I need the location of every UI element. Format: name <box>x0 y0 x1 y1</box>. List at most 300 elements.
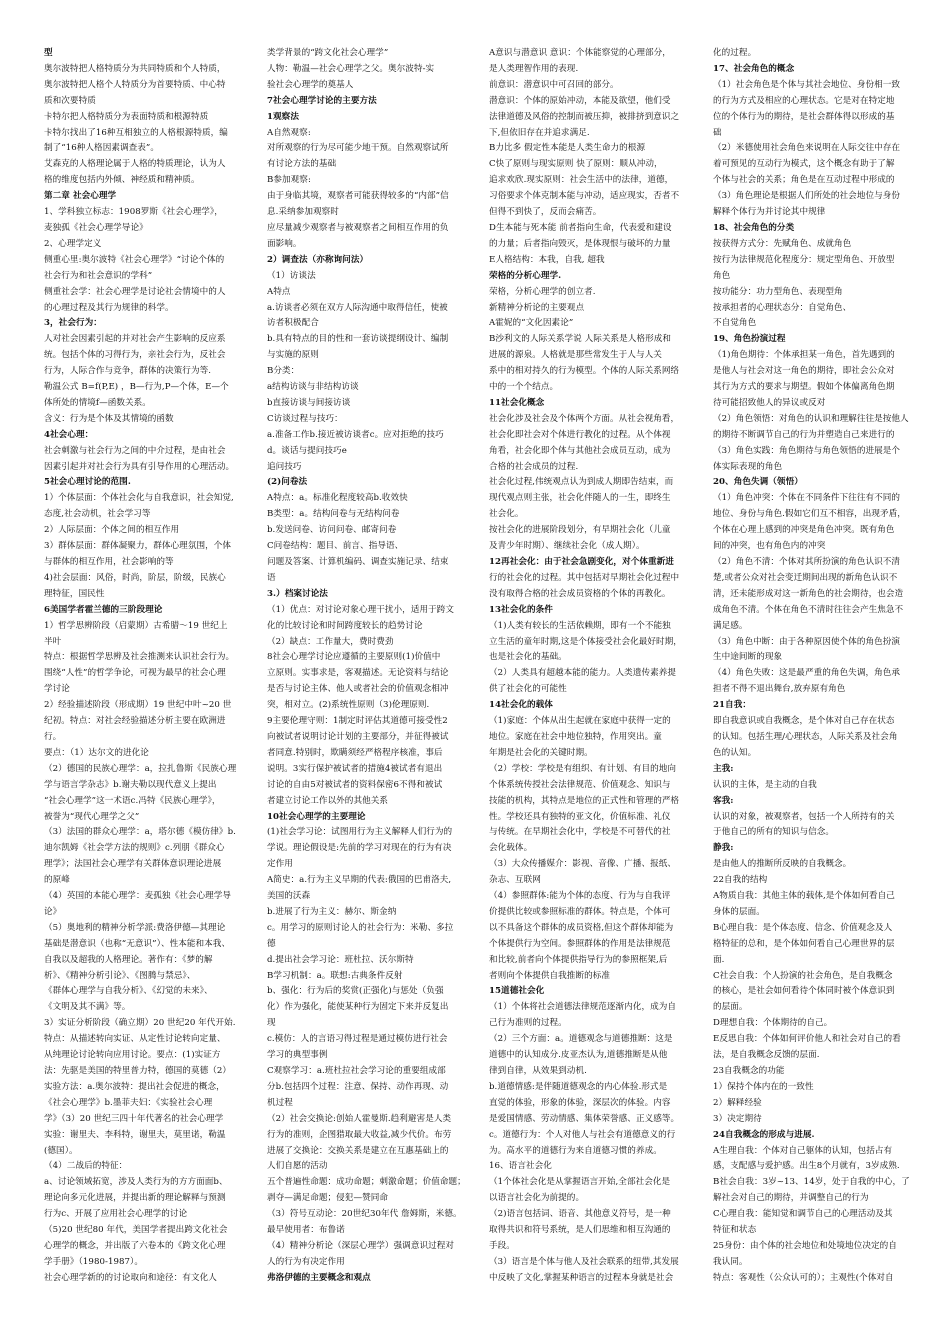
text-line: b.进展了行为主义：赫尔、斯金纳 <box>267 906 397 917</box>
text-line: 中的一个个结点。 <box>489 382 559 393</box>
text-line: C访谈过程与技巧： <box>267 413 343 424</box>
text-line: A自然观察: <box>267 127 311 138</box>
text-line: 定作用 <box>267 859 293 870</box>
text-line: （1)家庭：个体从出生起就在家庭中获得一定的 <box>489 716 671 727</box>
text-line: （2）社会交换论:创始人霍曼斯.趋利避害是人类 <box>267 1113 452 1124</box>
text-line: （1）角色冲突：个体在不同条件下往往有不同的 <box>713 493 901 504</box>
text-line: 及青少年时期）、继续社会化（成人期）。 <box>489 541 645 552</box>
text-line: (1)社会学习论：试图用行为主义解释人们行为的 <box>267 827 453 838</box>
text-column-2 <box>267 46 473 1338</box>
section-heading: 24自我概念的形成与进展. <box>713 1129 815 1140</box>
text-line: 的认知。包括生理/心理状态，人际关系及社会角 <box>713 731 898 742</box>
text-line: 年期是社会化的关键时期。 <box>489 747 593 758</box>
text-line: 生中途间断的现象 <box>713 652 783 663</box>
text-line: A简史：a.行为主义早期的代表:俄国的巴甫洛夫, <box>267 875 452 886</box>
text-line: （3）语言是个体与他人及社会联系的纽带,其发展 <box>489 1256 679 1267</box>
text-line: 与传统。在早期社会化中，学校是不可替代的社 <box>489 827 671 838</box>
text-line: 质和次要特质 <box>44 95 96 106</box>
text-line: 是否与讨论主体、他人或者社会的价值观念相冲 <box>267 684 449 695</box>
text-line: 分b.包括四个过程：注意、保持、动作再现、动 <box>267 1081 449 1092</box>
section-heading: 20、角色失调（领悟） <box>713 477 803 488</box>
text-line: （3）角色理论是根据人们所处的社会地位与身份 <box>713 191 901 202</box>
text-line: c。道德行为：个人对他人与社会有道德意义的行 <box>489 1129 676 1140</box>
text-line: （5)20 世纪80 年代，美国学者提出跨文化社会 <box>44 1225 228 1236</box>
section-heading: 4社会心理： <box>44 429 94 440</box>
section-heading: 17、社会角色的概念 <box>713 63 795 74</box>
text-line: 的行为方式及相应的心理状态。它是对在特定地 <box>713 95 895 106</box>
section-heading: 21自我： <box>713 700 751 711</box>
text-line: c。用学习的原则讨论人的社会行为：米勒、多拉 <box>267 922 454 933</box>
text-line: 2）经验描述阶段（形成期）19 世纪中叶~20 世 <box>44 700 232 711</box>
text-line: （1）优点：对讨论对象心理干扰小，适用于跨文 <box>267 604 455 615</box>
text-line: 25身份：由个体的社会地位和处境地位决定的自 <box>713 1240 897 1251</box>
text-line: 学手册》（1980-1987）。 <box>44 1256 144 1267</box>
text-line: （2)语言包括词、语音、其他意义符号，是一种 <box>489 1209 671 1220</box>
text-line: 楚,或者公众对社会变迁期间出现的新角色认识不 <box>713 572 898 583</box>
text-line: （3）法国的群众心理学：a，塔尔德《模仿律》b. <box>44 827 236 838</box>
text-line: 访者积极配合 <box>267 318 319 329</box>
text-line: 法，是自我概念反馈的层面. <box>713 1050 820 1061</box>
text-line: C心理自我：能知觉和调节自己的心理活动及其 <box>713 1209 893 1220</box>
text-line: 荣格，分析心理学的创立者. <box>489 286 596 297</box>
text-line: d。谈话与提问技巧e <box>267 445 347 456</box>
text-line: 面. <box>713 954 725 965</box>
text-line: 习俗要求个体克制本能与冲动，适应现实，否者不 <box>489 191 680 202</box>
text-line: 体实际表现的角色 <box>713 461 783 472</box>
text-line: 制了“16种人格因素调查表”。 <box>44 143 160 154</box>
text-line: 现代观点则主张，社会化伴随人的一生，即终生 <box>489 493 671 504</box>
section-heading: 14社会化的载体 <box>489 700 553 711</box>
text-line: 行的社会化的过程。其中包括对早期社会化过程中 <box>489 572 680 583</box>
text-line: （4）精神分析论（深层心理学）强调意识过程对 <box>267 1240 455 1251</box>
text-line: 为。高水平的道德行为来自道德习惯的养成。 <box>489 1145 662 1156</box>
text-line: 行为，人际合作与竞争，群体的决策行为等. <box>44 366 212 377</box>
text-line: （2）角色领悟：对角色的认识和理解往往是按他人 <box>713 413 909 424</box>
text-line: 立原则。实事求是，客观描述。无论资料与结论 <box>267 668 449 679</box>
text-line: 艾森克的人格理论属于人格的特质理论，认为人 <box>44 159 226 170</box>
text-line: a.准备工作b.接近被访谈者c。应对拒绝的技巧 <box>267 429 444 440</box>
section-heading: 客我: <box>713 795 734 806</box>
text-line: 者建立讨论工作以外的其他关系 <box>267 795 389 806</box>
text-line: 是爱国情感、劳动情感、集体荣誉感、正义感等。 <box>489 1113 680 1124</box>
text-line: 按承担者的心理状态分：自觉角色、 <box>713 302 852 313</box>
text-line: 机过程 <box>267 1097 293 1108</box>
text-line: 身体的层面。 <box>713 906 765 917</box>
section-heading: 12再社会化：由于社会急剧变化，对个体重新进 <box>489 557 674 567</box>
text-line: 待可能招致他人的异议或反对 <box>713 397 826 408</box>
text-line: 学与语言学杂志》b.谢夫勒以现代意义上提出 <box>44 779 217 790</box>
text-line: A特点：a。标准化程度较高b.收效快 <box>267 493 408 504</box>
text-line: 的层面。 <box>713 1002 748 1013</box>
text-line: B力比多 假定性本能是人类生命力的根源 <box>489 143 646 154</box>
text-column-3 <box>489 46 695 1338</box>
text-line: A霍妮的“文化因素论” <box>489 318 574 329</box>
text-line: B学习机制：a。联想:古典条件反射 <box>267 970 403 981</box>
text-line: 的力量；后者指向毁灭，是体现恨与破坏的力量 <box>489 238 671 249</box>
text-line: 奥尔波特把人格特质分为共同特质和个人特质， <box>44 63 226 74</box>
section-heading: 3，社会行为： <box>44 318 102 329</box>
text-line: 迪尔凯姆《社会学方法的规则》c.列朋《群众心 <box>44 843 225 854</box>
text-line: 《文明及其不满》等。 <box>44 1002 131 1013</box>
text-line: 体所处的情境f—函数关系。 <box>44 397 151 408</box>
text-line: 实验：谢里夫、李科特，谢里夫，莫里诺，勒温 <box>44 1129 226 1140</box>
text-line: 其行为方式的要求与期望。假如个体偏离角色期 <box>713 382 895 393</box>
text-line: 面影响。 <box>267 238 302 249</box>
text-line: 应尽量减少观察者与被观察者之间相互作用的负 <box>267 222 449 233</box>
text-line: 的期待不断调节自己的行为并塑造自己来进行的 <box>713 429 895 440</box>
text-line: （1个体社会化是从掌握语言开始,全部社会化是 <box>489 1177 671 1188</box>
text-line: （1）访谈法 <box>267 270 316 281</box>
text-line: 实验方法：a.奥尔波特：提出社会促进的概念， <box>44 1081 225 1092</box>
text-line: （3）符号互动论：20世纪30年代 詹姆斯，米德。 <box>267 1209 462 1220</box>
text-line: 特点：从描述转向实证、从定性讨论转向定量、 <box>44 1034 226 1045</box>
text-line: 地位。家庭在社会中地位独特，作用突出。童 <box>489 731 662 742</box>
text-line: 1）保持个体内在的一致性 <box>713 1081 814 1092</box>
text-line: 我认同。 <box>713 1256 748 1267</box>
text-line: 向被试者说明讨论计划的主要部分，并征得被试 <box>267 731 449 742</box>
text-line: 2）人际层面：个体之间的相互作用 <box>44 525 180 536</box>
text-line: 于他自己的所有的知识与信念。 <box>713 827 835 838</box>
text-line: 成角色不清。个体在角色不清时往往会产生焦急不 <box>713 604 904 615</box>
section-heading: 11社会化概念 <box>489 397 545 408</box>
text-line: 角色 <box>713 270 731 281</box>
section-heading: 13社会化的条件 <box>489 604 553 615</box>
text-line: 美国的沃森 <box>267 891 311 902</box>
text-line: 解社会对自己的期待，并调整自己的行为 <box>713 1193 869 1204</box>
text-line: 特点：根据哲学思辨及社会推测来认识社会行为。 <box>44 652 235 663</box>
text-line: 由于身临其境，观察者可能获得较多的“内部”信 <box>267 191 449 202</box>
text-line: （1)人类有较长的生活依赖期，即有一个不能独 <box>489 620 671 631</box>
text-line: 前意识：潜意识中可召回的部分。 <box>489 79 619 90</box>
section-heading: 静我: <box>713 843 734 854</box>
text-line: 位的个体行为的期待，是社会群体得以形成的基 <box>713 111 895 122</box>
text-line: 按功能分：功力型角色、表现型角 <box>713 286 843 297</box>
text-line: （2）人类具有超越本能的能力。人类遗传素养提 <box>489 668 677 679</box>
text-line: 讨论的自由5对被试者的资料保密6不得和被试 <box>267 779 443 790</box>
text-line: b.道德情感:是伴随道德观念的内心体验.形式是 <box>489 1081 668 1092</box>
text-line: A特点 <box>267 286 291 297</box>
text-line: 社会化过程,伟统观点认为到成人期即告结束，而 <box>489 477 674 488</box>
text-line: 间的冲突，也有角色内的冲突 <box>713 541 826 552</box>
text-line: 取得共识和符号系统，是人们思维和相互沟通的 <box>489 1225 671 1236</box>
text-line: 法：先驱是美国的特里普力特，德国的莫德（2） <box>44 1066 232 1076</box>
text-line: （2）三个方面：a。道德观念与道德推断：这是 <box>489 1034 673 1045</box>
text-line: 行为的准则，企图猎取最大收益,减少代价。布劳 <box>267 1129 452 1140</box>
text-line: 础 <box>713 127 722 138</box>
text-line: 地位、身份与角色.假如它们互不相容，出现矛盾， <box>713 509 906 520</box>
text-line: 进展的源泉。人格就是那些常发生于人与人关 <box>489 350 662 361</box>
text-line: A意识与潜意识 意识：个体能察觉的心理部分， <box>489 48 671 58</box>
text-line: 2、心理学定义 <box>44 238 102 249</box>
text-column-4 <box>713 46 919 1338</box>
text-line: 4)社会层面：风俗，时尚，阶层，阶级，民族心 <box>44 572 226 583</box>
text-line: 进展了交换论：交换关系是建立在互惠基础上的 <box>267 1145 449 1156</box>
text-line: 价提供比较或参照标准的群体。特点是，个体可 <box>489 906 671 917</box>
text-line: 社会化。 <box>489 509 524 520</box>
text-line: 是由他人的推断所反映的自我概念。 <box>713 859 852 870</box>
section-heading: 第二章 社会心理学 <box>44 191 117 202</box>
text-line: 8社会心理学讨论应遵循的主要原则(1)价值中 <box>267 652 441 663</box>
section-heading: 荣格的分析心理学. <box>489 270 562 281</box>
text-line: a结构访谈与非结构访谈 <box>267 382 359 393</box>
text-line: 22自我的结构 <box>713 875 768 886</box>
section-heading: 主我: <box>713 763 734 774</box>
text-line: 类学背景的“跨文化社会心理学” <box>267 48 389 58</box>
text-line: 即自我意识或自我概念，是个体对自己存在状态 <box>713 716 895 727</box>
text-line: 学说。理论假设是:先前的学习对现在的行为有决 <box>267 843 452 854</box>
text-line: E人格结构：本我，自我, 超我 <box>489 254 605 265</box>
text-line: 《社会心理学》b.墨菲夫妇：《实验社会心理 <box>44 1097 213 1108</box>
section-heading: 7社会心理学讨论的主要方法 <box>267 95 377 106</box>
text-line: （4）角色失败：这是最严重的角色失调，角色承 <box>713 668 901 679</box>
text-line: 律到自律，从效果到动机. <box>489 1066 587 1076</box>
text-line: （4）英国的本能心理学：麦孤独《社会心理学导 <box>44 891 232 902</box>
text-line: 技能的机构，其特点是地位的正式性和管理的严格 <box>489 795 680 806</box>
text-line: （1）个体将社会道德法律规范逐渐内化，成为自 <box>489 1002 677 1013</box>
text-line: 但得不到快了，反而会痛苦。 <box>489 207 602 218</box>
text-line: 半叶 <box>44 636 62 647</box>
section-heading: (2)问卷法 <box>267 477 308 488</box>
text-line: 者同意.特别时，欺瞒须经严格程序核准，事后 <box>267 747 443 758</box>
text-line: 9主要伦理守则：1制定时评估其道德可接受性2 <box>267 716 448 727</box>
text-line: 系中的相对持久的行为模型。个体的人际关系网络 <box>489 366 680 377</box>
section-heading: 19、角色扮演过程 <box>713 334 786 345</box>
section-heading: 18、社会角色的分类 <box>713 222 795 233</box>
text-line: 析》、《精神分析引论》、《图腾与禁忌》、 <box>44 970 196 981</box>
text-line: 者则向个体提供自我推断的标准 <box>489 970 611 981</box>
text-line: 语 <box>267 572 276 583</box>
text-line: 纪初。特点：对社会经验描述分析主要在欧洲进 <box>44 716 226 727</box>
text-line: 特征和状态 <box>713 1225 757 1236</box>
text-line: 1、学科独立标志：1908罗斯《社会心理学》， <box>44 207 223 218</box>
text-line: 杂志、互联网 <box>489 875 541 886</box>
text-line: 社会化涉及社会及个体两个方面。从社会视角看， <box>489 413 680 424</box>
text-line: 学讨论 <box>44 684 70 695</box>
text-line: 从纯理论讨论转向应用讨论。要点：(1)实证方 <box>44 1050 221 1061</box>
text-line: （3）大众传播媒介：影视、音像、广播、报纸、 <box>489 859 677 870</box>
text-line: 认识的主体，是主动的自我 <box>713 779 817 790</box>
text-line: 是人类理智作用的表现. <box>489 63 579 74</box>
text-line: 中反映了文化,掌握某种语言的过程本身就是社会 <box>489 1272 674 1283</box>
text-line: （1)角色期待：个体承担某一角色，首先遇到的 <box>713 350 895 361</box>
text-line: 人物：勒温—社会心理学之父。奥尔波特-实 <box>267 63 435 74</box>
text-line: 3）决定期待 <box>713 1113 762 1124</box>
text-line: 道德中的认知成分.皮亚杰认为,道德推断是从他 <box>489 1050 668 1061</box>
text-line: 下,但依旧存在并追求满足. <box>489 127 590 138</box>
text-line: 按行为法律规范化程度分：规定型角色、开放型 <box>713 254 895 265</box>
text-line: b直接访谈与间接访谈 <box>267 397 351 408</box>
text-line: 含义：行为是个体及其情境的函数 <box>44 413 174 424</box>
text-line: 新精神分析论的主要观点 <box>489 302 585 313</box>
text-line: 基础是潜意识（也称“无意识”）、性本能和本我、 <box>44 938 231 949</box>
text-line: 1）哲学思辨阶段（启蒙期）古希腊～19 世纪上 <box>44 620 228 631</box>
text-line: 追求欢欣.现实原则：社会生活中的法律，道德， <box>489 175 674 186</box>
text-line: （2）德国的民族心理学：a，拉扎鲁斯《民族心理 <box>44 763 237 774</box>
text-line: 勒温公式 B=f(P,E) ，B—行为,P—个体，E—个 <box>44 382 229 393</box>
text-line: 是他人与社会对这一角色的期待，即社会公众对 <box>713 366 895 377</box>
text-line: 对所观察的行为尽可能少地干预。自然观察试所 <box>267 143 449 154</box>
text-line: 五个普遍性命题：成功命题；刺激命题；价值命题； <box>267 1177 466 1188</box>
text-line: 化）作为强化，能使某种行为固定下来并反复出 <box>267 1002 449 1013</box>
text-line: B参加观察: <box>267 175 311 186</box>
text-line: 社会刺激与社会行为之间的中介过程，是由社会 <box>44 445 226 456</box>
text-line: C问卷结构：题目、前言、指导语、 <box>267 541 404 552</box>
text-line: 理学》；法国社会心理学有关群体意识理论进展 <box>44 859 222 870</box>
text-line: “社会心理学”这一术语c.冯特《民族心理学》， <box>44 795 221 806</box>
text-line: 和比较,前者向个体提供指导行为的参照框架,后 <box>489 954 668 965</box>
text-line: （2）角色不清：个体对其所扮演的角色认识不清 <box>713 557 901 567</box>
text-line: （3）角色中断：由于各种原因使个体的角色扮演 <box>713 636 901 647</box>
text-line: 化的过程。 <box>713 48 757 58</box>
section-heading: 弗洛伊德的主要概念和观点 <box>267 1272 371 1283</box>
section-heading: 5社会心理讨论的范围. <box>44 477 131 488</box>
text-line: 化的比较讨论和时间跨度较长的趋势讨论 <box>267 620 423 631</box>
text-line: 潜意识：个体的原始冲动，本能及欲望，他们受 <box>489 95 671 106</box>
text-line: 追问技巧 <box>267 461 302 472</box>
text-line: 23自我概念的功能 <box>713 1066 785 1076</box>
text-line: 着可预见的互动行为模式，这个概念有助于了解 <box>713 159 895 170</box>
text-line: 围绕“人性”的哲学争论，可视为最早的社会心理 <box>44 668 226 679</box>
text-line: （4）二战后的特征： <box>44 1161 128 1172</box>
text-line: 合格的社会成员的过程. <box>489 461 579 472</box>
text-line: 问题及答案、计算机编码、调查实施记录、结束 <box>267 557 449 567</box>
text-line: 学习的典型事例 <box>267 1050 328 1061</box>
text-line: 验社会心理学的奠基人 <box>267 79 354 90</box>
text-line: 特点：客观性（公众认可的）；主观性(个体对自 <box>713 1272 894 1283</box>
text-line: E反思自我：个体如何评价他人和社会对自己的看 <box>713 1034 901 1045</box>
text-line: 统。包括个体的习得行为，亲社会行为，反社会 <box>44 350 226 361</box>
text-line: B心理自我：是个体态度、信念、价值观念及人 <box>713 922 893 933</box>
text-line: b.发送问卷、访问问卷、邮寄问卷 <box>267 525 397 536</box>
text-line: C快了原则与现实原则 快了原则：顺从冲动， <box>489 159 663 170</box>
text-line: 以语言社会化为前提的。 <box>489 1193 585 1204</box>
section-heading: 1观察法 <box>267 111 299 122</box>
section-heading: 6美国学者霍兰德的三阶段理论 <box>44 604 163 615</box>
text-line: A物质自我：其他主体的载体,是个体如何看自己 <box>713 891 895 902</box>
section-heading: 2）调查法（亦称询问法） <box>267 254 369 265</box>
text-line: 不自觉角色 <box>713 318 757 329</box>
text-line: 人对社会因素引起的并对社会产生影响的反应系 <box>44 334 226 345</box>
text-line: 的原峰 <box>44 875 70 886</box>
text-line: 担者不得不退出舞台,放弃原有角色 <box>713 684 846 695</box>
text-line: 立生活的童年时期,这是个体接受社会化最好时期， <box>489 636 682 647</box>
text-line: 供了社会化的可能性 <box>489 684 567 695</box>
text-line: 卡特尔把人格特质分为表面特质和根源特质 <box>44 111 209 122</box>
text-line: B社会自我：3岁~13、14岁，处于自我的中心，了 <box>713 1177 910 1188</box>
text-line: （2）缺点：工作量大，费时费劲 <box>267 636 394 647</box>
text-line: （2）米德使用社会角色来说明在人际交往中存在 <box>713 143 901 154</box>
text-line: 色的认知。 <box>713 747 757 758</box>
section-heading: 10社会心理学的主要理论 <box>267 811 366 822</box>
text-line: 最早使用者：布鲁诺 <box>267 1225 345 1236</box>
text-line: 被誉为“现代心理学之父” <box>44 811 140 822</box>
text-line: A生理自我：个体对自己躯体的认知，包括占有 <box>713 1145 893 1156</box>
text-line: B分类： <box>267 366 300 377</box>
text-line: 的心理过程及其行为规律的科学。 <box>44 302 174 313</box>
text-line: 麦独孤《社会心理学导论》 <box>44 222 148 233</box>
text-line: 《群体心理学与自我分析》、《幻觉的未来》、 <box>44 986 213 997</box>
text-line: 按获得方式分：先赋角色、成就角色 <box>713 238 852 249</box>
text-line: 息.采纳参加观察时 <box>267 207 339 218</box>
text-line: 解释个体行为并讨论其中规律 <box>713 207 826 218</box>
text-line: （5）奥地利的精神分析学派:费洛伊德—其理论 <box>44 922 226 933</box>
text-line: b.具有特点的目的性和一套访谈提纲设计、编制 <box>267 334 449 345</box>
text-line: 论》 <box>44 906 62 917</box>
text-line: a.访谈者必须在双方人际沟通中取得信任，使被 <box>267 302 448 313</box>
text-column-1 <box>44 46 250 1338</box>
text-line: 说明。3实行保护被试者的措施4被试者有退出 <box>267 763 443 774</box>
text-line: 人们自愿的活动 <box>267 1161 328 1172</box>
text-line: 态度,社会动机，社会学习等 <box>44 509 151 520</box>
text-line: 要点：（1）达尔文的进化论 <box>44 747 149 758</box>
text-line: 行为c、开展了应用社会心理学的讨论 <box>44 1209 188 1220</box>
text-line: 16、语言社会化 <box>489 1161 552 1172</box>
section-heading: 15道德社会化 <box>489 986 545 997</box>
text-line: 奥尔波特把人格个人特质分为首要特质、中心特 <box>44 79 226 90</box>
text-line: 剥夺—满足命题；侵犯—赞同命 <box>267 1193 389 1204</box>
text-line: B沙利文的人际关系学说 人际关系是人格形成和 <box>489 334 672 345</box>
text-line: 个体提供行为空间。参照群体的作用是法律规范 <box>489 938 671 949</box>
text-line: 也是社会化的基础。 <box>489 652 567 663</box>
text-line: 学》（3）20 世纪三四十年代著名的社会心理学 <box>44 1113 224 1124</box>
text-line: 理论向多元化进展，并提出新的理论解释与预测 <box>44 1193 226 1204</box>
text-line: a、讨论领域拓宽，涉及人类行为的方方面面b、 <box>44 1177 228 1188</box>
text-line: 清，还未能形成对这一新角色的社会期待，也会造 <box>713 588 904 599</box>
text-line: （1）社会角色是个体与其社会地位、身份相一致 <box>713 79 901 90</box>
text-line: 感，支配感与爱护感。出生8个月就有，3岁成熟. <box>713 1161 900 1172</box>
text-line: 法律道德及风俗的控制而被压抑，被排挤到意识之 <box>489 111 680 122</box>
text-line: 1）个体层面：个体社会化与自我意识，社会知觉, <box>44 493 234 504</box>
text-line: 3）实证分析阶段（确立期）20 世纪20 年代开始. <box>44 1018 236 1029</box>
text-line: 侧重社会学：社会心理学是讨论社会情境中的人 <box>44 286 226 297</box>
text-line: 没有取得合格的社会成员资格的个体的再教化。 <box>489 588 671 599</box>
text-line: 按社会化的进展阶段划分，有早期社会化（儿童 <box>489 525 671 536</box>
text-line: 有讨论方法的基础 <box>267 159 337 170</box>
text-line: 个体系统传授社会法律规范、价值观念、知识与 <box>489 779 671 790</box>
text-line: 与实施的原则 <box>267 350 319 361</box>
text-line: 手段。 <box>489 1240 515 1251</box>
text-line: 格特征的总和，是个体如何看自己心理世界的层 <box>713 938 895 949</box>
text-line: 社会化即社会对个体进行教化的过程。从个体视 <box>489 429 671 440</box>
text-line: c.模仿：人的言语习得过程是通过模仿进行社会 <box>267 1034 448 1045</box>
text-line: 行。 <box>44 731 62 742</box>
text-line: 心理学的概念，并出版了六卷本的《跨文化心理 <box>44 1240 226 1251</box>
text-line: B类型：a。结构问卷与无结构问卷 <box>267 509 400 520</box>
text-line: 的核心，是社会如何看待个体同时被个体意识到 <box>713 986 895 997</box>
text-line: 与群体的相互作用，社会影响的等 <box>44 557 174 567</box>
text-line: 个体在心理上感到的冲突是角色冲突。既有角色 <box>713 525 895 536</box>
text-line: 侧重心里:奥尔波特《社会心理学》“讨论个体的 <box>44 254 225 265</box>
section-heading: 3.）档案讨论法 <box>267 588 328 599</box>
text-line: C观察学习：a.班杜拉社会学习论的重要组成部 <box>267 1066 446 1076</box>
text-line: 社会心理学新的的讨论取向和途径：有文化人 <box>44 1272 217 1283</box>
text-line: (德国）。 <box>44 1145 78 1156</box>
text-line: （4）参照群体:能为个体的态度、行为与自我评 <box>489 891 671 902</box>
text-line: 角看，社会化即个体与其他社会成员互动，成为 <box>489 445 671 456</box>
section-heading: 型 <box>44 48 53 58</box>
text-line: （3）角色实践：角色期待与角色领悟的进展是个 <box>713 445 901 456</box>
text-line: 自我以及超我的人格理论。著作有：《梦的解 <box>44 954 213 965</box>
text-line: 卡特尔找出了16种互相独立的人格根源特质，编 <box>44 127 228 138</box>
text-line: 2）解释经验 <box>713 1097 762 1108</box>
text-line: 社会行为和社会意识的学科” <box>44 270 153 281</box>
text-line: 直觉的体验，形象的体验，深层次的体验。内容 <box>489 1097 671 1108</box>
text-line: 性。学校还具有独特的亚文化，价值标准、礼仪 <box>489 811 671 822</box>
text-line: 3）群体层面：群体凝聚力，群体心理氛围，个体 <box>44 541 232 552</box>
text-line: 个体与社会的关系；角色是在互动过程中形成的 <box>713 175 895 186</box>
text-line: 突，相对立。(2)系统性原则（3)伦理原则. <box>267 700 430 711</box>
text-line: 因素引起并对社会行为具有引导作用的心理活动。 <box>44 461 235 472</box>
